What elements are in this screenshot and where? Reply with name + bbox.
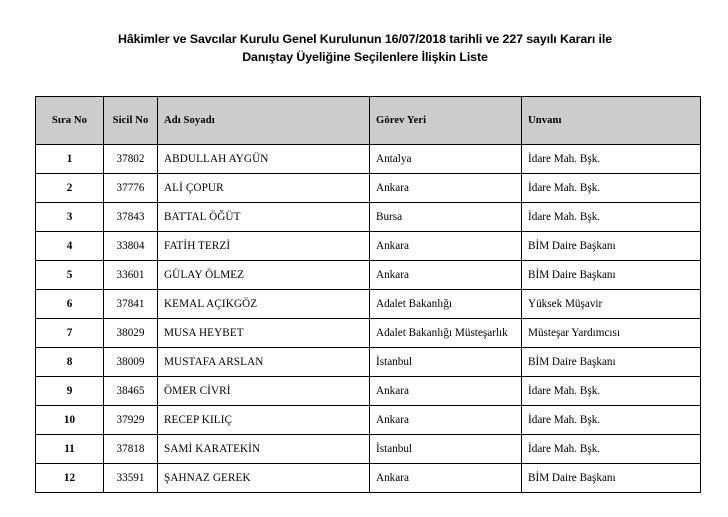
cell-adi-soyadi: GÜLAY ÖLMEZ — [158, 261, 370, 290]
table-body — [36, 145, 701, 493]
table-row — [36, 348, 701, 377]
cell-gorev-yeri: Ankara — [370, 232, 522, 261]
cell-gorev-yeri: Adalet Bakanlığı — [370, 290, 522, 319]
cell-sicil-no: 37929 — [104, 406, 158, 435]
cell-adi-soyadi: MUSA HEYBET — [158, 319, 370, 348]
cell-unvani: BİM Daire Başkanı — [522, 261, 701, 290]
appointment-list-table-wrapper — [35, 96, 700, 493]
table-row — [36, 145, 701, 174]
table-row — [36, 290, 701, 319]
cell-adi-soyadi: ÖMER CİVRİ — [158, 377, 370, 406]
cell-gorev-yeri: Ankara — [370, 377, 522, 406]
table-row — [36, 319, 701, 348]
column-header-gorev-yeri: Görev Yeri — [370, 97, 522, 145]
column-header-unvani: Unvanı — [522, 97, 701, 145]
cell-unvani: BİM Daire Başkanı — [522, 464, 701, 493]
cell-gorev-yeri: Ankara — [370, 174, 522, 203]
table-row — [36, 377, 701, 406]
cell-gorev-yeri: İstanbul — [370, 435, 522, 464]
cell-adi-soyadi: MUSTAFA ARSLAN — [158, 348, 370, 377]
cell-sicil-no: 37843 — [104, 203, 158, 232]
cell-unvani: Yüksek Müşavir — [522, 290, 701, 319]
table-row — [36, 203, 701, 232]
page-title — [60, 30, 670, 66]
table-header — [36, 97, 701, 145]
cell-gorev-yeri: Ankara — [370, 464, 522, 493]
cell-adi-soyadi: RECEP KILIÇ — [158, 406, 370, 435]
page-title-line-1: Hâkimler ve Savcılar Kurulu Genel Kurulunun 16/07/2018 tarihli ve 227 sayılı Kararı ile — [117, 32, 613, 46]
cell-sira-no: 6 — [36, 290, 104, 319]
cell-sicil-no: 37776 — [104, 174, 158, 203]
cell-gorev-yeri: Ankara — [370, 406, 522, 435]
table-row — [36, 232, 701, 261]
cell-sicil-no: 33804 — [104, 232, 158, 261]
cell-sira-no: 4 — [36, 232, 104, 261]
cell-adi-soyadi: ALİ ÇOPUR — [158, 174, 370, 203]
column-header-sicil-no: Sicil No — [104, 97, 158, 145]
cell-sira-no: 9 — [36, 377, 104, 406]
cell-gorev-yeri: Bursa — [370, 203, 522, 232]
cell-unvani: İdare Mah. Bşk. — [522, 406, 701, 435]
cell-sira-no: 7 — [36, 319, 104, 348]
cell-unvani: İdare Mah. Bşk. — [522, 203, 701, 232]
table-row — [36, 435, 701, 464]
cell-gorev-yeri: Ankara — [370, 261, 522, 290]
page-title-line-2: Danıştay Üyeliğine Seçilenlere İlişkin Liste — [242, 50, 488, 64]
column-header-adi-soyadi: Adı Soyadı — [158, 97, 370, 145]
table-row — [36, 261, 701, 290]
cell-unvani: İdare Mah. Bşk. — [522, 377, 701, 406]
cell-sicil-no: 38029 — [104, 319, 158, 348]
cell-unvani: İdare Mah. Bşk. — [522, 435, 701, 464]
cell-sicil-no: 33601 — [104, 261, 158, 290]
cell-sira-no: 1 — [36, 145, 104, 174]
cell-sicil-no: 37802 — [104, 145, 158, 174]
cell-sicil-no: 38009 — [104, 348, 158, 377]
cell-sira-no: 10 — [36, 406, 104, 435]
cell-gorev-yeri: Antalya — [370, 145, 522, 174]
cell-adi-soyadi: KEMAL AÇIKGÖZ — [158, 290, 370, 319]
cell-unvani: İdare Mah. Bşk. — [522, 145, 701, 174]
cell-adi-soyadi: ŞAHNAZ GEREK — [158, 464, 370, 493]
cell-adi-soyadi: SAMİ KARATEKİN — [158, 435, 370, 464]
cell-sicil-no: 33591 — [104, 464, 158, 493]
table-row — [36, 174, 701, 203]
cell-sira-no: 12 — [36, 464, 104, 493]
cell-adi-soyadi: FATİH TERZİ — [158, 232, 370, 261]
cell-gorev-yeri: İstanbul — [370, 348, 522, 377]
column-header-sira-no: Sıra No — [36, 97, 104, 145]
cell-sira-no: 8 — [36, 348, 104, 377]
table-row — [36, 464, 701, 493]
cell-sira-no: 11 — [36, 435, 104, 464]
table-header-row — [36, 97, 701, 145]
cell-unvani: İdare Mah. Bşk. — [522, 174, 701, 203]
cell-sicil-no: 37841 — [104, 290, 158, 319]
cell-sicil-no: 38465 — [104, 377, 158, 406]
cell-sira-no: 5 — [36, 261, 104, 290]
cell-sira-no: 3 — [36, 203, 104, 232]
cell-adi-soyadi: ABDULLAH AYGÜN — [158, 145, 370, 174]
appointment-list-table — [35, 96, 701, 493]
cell-sicil-no: 37818 — [104, 435, 158, 464]
cell-adi-soyadi: BATTAL ÖĞÜT — [158, 203, 370, 232]
cell-unvani: Müsteşar Yardımcısı — [522, 319, 701, 348]
cell-gorev-yeri: Adalet Bakanlığı Müsteşarlık — [370, 319, 522, 348]
cell-unvani: BİM Daire Başkanı — [522, 348, 701, 377]
table-row — [36, 406, 701, 435]
cell-sira-no: 2 — [36, 174, 104, 203]
cell-unvani: BİM Daire Başkanı — [522, 232, 701, 261]
